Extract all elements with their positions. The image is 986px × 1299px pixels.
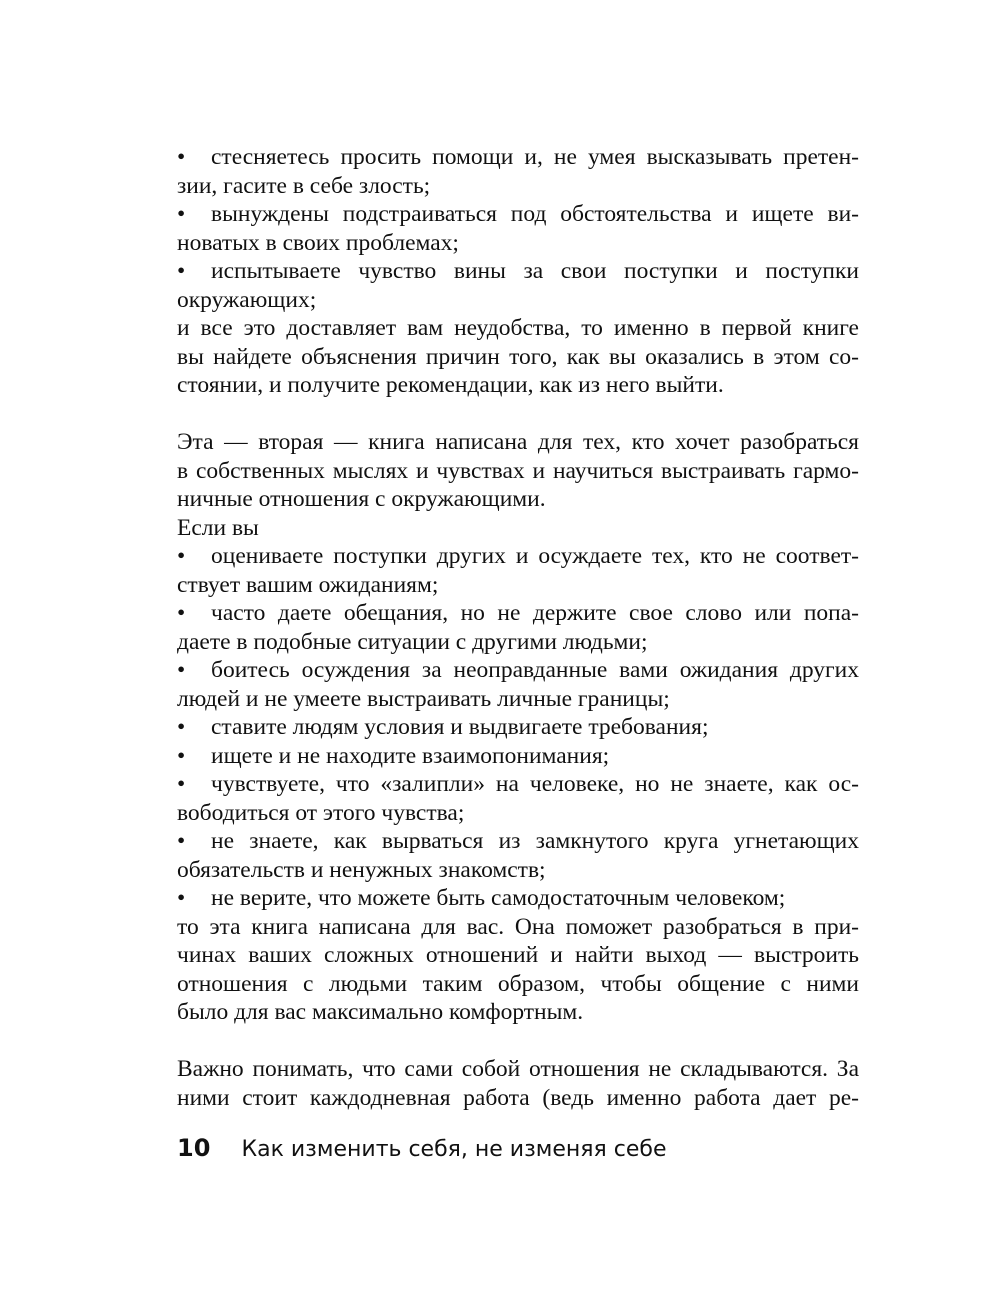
bullet-item bbox=[177, 827, 859, 884]
bullet-text-line: зии, гасите в себе злость; bbox=[177, 172, 431, 199]
bullet-text-line: оцениваете поступки других и осуждаете тех, кто не соответ- bbox=[211, 543, 859, 569]
bullet-text-line: чувствуете, что «залипли» на человеке, но не знаете, как ос- bbox=[211, 771, 859, 797]
paragraph-line: ними стоит каждодневная работа (ведь именно работа дает ре- bbox=[177, 1084, 859, 1111]
bullet-item bbox=[177, 143, 859, 200]
paragraph-line: вы найдете объяснения причин того, как вы оказались в этом со- bbox=[177, 343, 859, 370]
paragraph-line: Эта — вторая — книга написана для тех, кто хочет разобраться bbox=[177, 429, 859, 455]
bullet-item bbox=[177, 713, 859, 742]
bullet-text-line: обязательств и ненужных знакомств; bbox=[177, 856, 546, 883]
bullet-text-line: ищете и не находите взаимопонимания; bbox=[211, 742, 610, 769]
bullet-marker: • bbox=[177, 600, 186, 626]
paragraph-line: стоянии, и получите рекомендации, как из него выйти. bbox=[177, 372, 724, 398]
paragraph-line: ничные отношения с окружающими. bbox=[177, 486, 546, 512]
paragraph-line: то эта книга написана для вас. Она поможет разобраться в при- bbox=[177, 913, 859, 940]
bullet-item bbox=[177, 542, 859, 599]
bullet-marker: • bbox=[177, 144, 186, 170]
bullet-text-line: вободиться от этого чувства; bbox=[177, 799, 465, 826]
bullet-marker: • bbox=[177, 201, 186, 227]
bullet-text-line: ставите людям условия и выдвигаете требования; bbox=[211, 714, 709, 740]
bullet-item bbox=[177, 884, 859, 913]
page-body-text bbox=[177, 143, 859, 1112]
bullet-item bbox=[177, 257, 859, 314]
bullet-text-line: ствует вашим ожиданиям; bbox=[177, 571, 439, 598]
paragraph-gap bbox=[177, 400, 859, 429]
paragraph-line: чинах ваших сложных отношений и найти выход — выстроить bbox=[177, 942, 859, 968]
paragraph-line: и все это доставляет вам неудобства, то именно в первой книге bbox=[177, 315, 859, 341]
bullet-marker: • bbox=[177, 714, 186, 740]
paragraph-line: отношения с людьми таким образом, чтобы общение с ними bbox=[177, 970, 859, 997]
bullet-text-line: стесняетесь просить помощи и, не умея высказывать претен- bbox=[211, 144, 859, 170]
bullet-marker: • bbox=[177, 885, 186, 911]
bullet-text-line: не знаете, как вырваться из замкнутого круга угнетающих bbox=[211, 828, 859, 854]
page-footer bbox=[177, 1134, 859, 1162]
paragraph bbox=[177, 428, 859, 542]
bullet-marker: • bbox=[177, 657, 186, 683]
bullet-marker: • bbox=[177, 828, 186, 854]
paragraph bbox=[177, 314, 859, 400]
paragraph bbox=[177, 1055, 859, 1112]
bullet-marker: • bbox=[177, 543, 186, 569]
bullet-item bbox=[177, 656, 859, 713]
bullet-item bbox=[177, 599, 859, 656]
bullet-item bbox=[177, 742, 859, 771]
bullet-text-line: испытываете чувство вины за свои поступки и поступки bbox=[211, 258, 859, 284]
bullet-text-line: вынуждены подстраиваться под обстоятельства и ищете ви- bbox=[211, 201, 859, 227]
paragraph bbox=[177, 913, 859, 1027]
paragraph-line: Важно понимать, что сами собой отношения не складываются. За bbox=[177, 1056, 859, 1082]
bullet-marker: • bbox=[177, 742, 186, 769]
paragraph-line: было для вас максимально комфортным. bbox=[177, 999, 584, 1025]
bullet-text-line: новатых в своих проблемах; bbox=[177, 229, 459, 256]
bullet-item bbox=[177, 770, 859, 827]
bullet-text-line: даете в подобные ситуации с другими людьми; bbox=[177, 628, 648, 655]
bullet-text-line: людей и не умеете выстраивать личные границы; bbox=[177, 685, 670, 712]
bullet-text-line: окружающих; bbox=[177, 286, 317, 313]
bullet-text-line: не верите, что можете быть самодостаточным человеком; bbox=[211, 885, 786, 911]
paragraph-line: Если вы bbox=[177, 514, 259, 541]
bullet-marker: • bbox=[177, 771, 186, 797]
running-title: Как изменить себя, не изменяя себе bbox=[241, 1137, 667, 1162]
page-number: 10 bbox=[177, 1134, 211, 1162]
bullet-marker: • bbox=[177, 258, 186, 284]
bullet-item bbox=[177, 200, 859, 257]
bullet-text-line: боитесь осуждения за неоправданные вами ожидания других bbox=[211, 657, 859, 683]
bullet-text-line: часто даете обещания, но не держите свое слово или попа- bbox=[211, 600, 859, 626]
paragraph-line: в собственных мыслях и чувствах и научиться выстраивать гармо- bbox=[177, 457, 859, 484]
paragraph-gap bbox=[177, 1027, 859, 1056]
